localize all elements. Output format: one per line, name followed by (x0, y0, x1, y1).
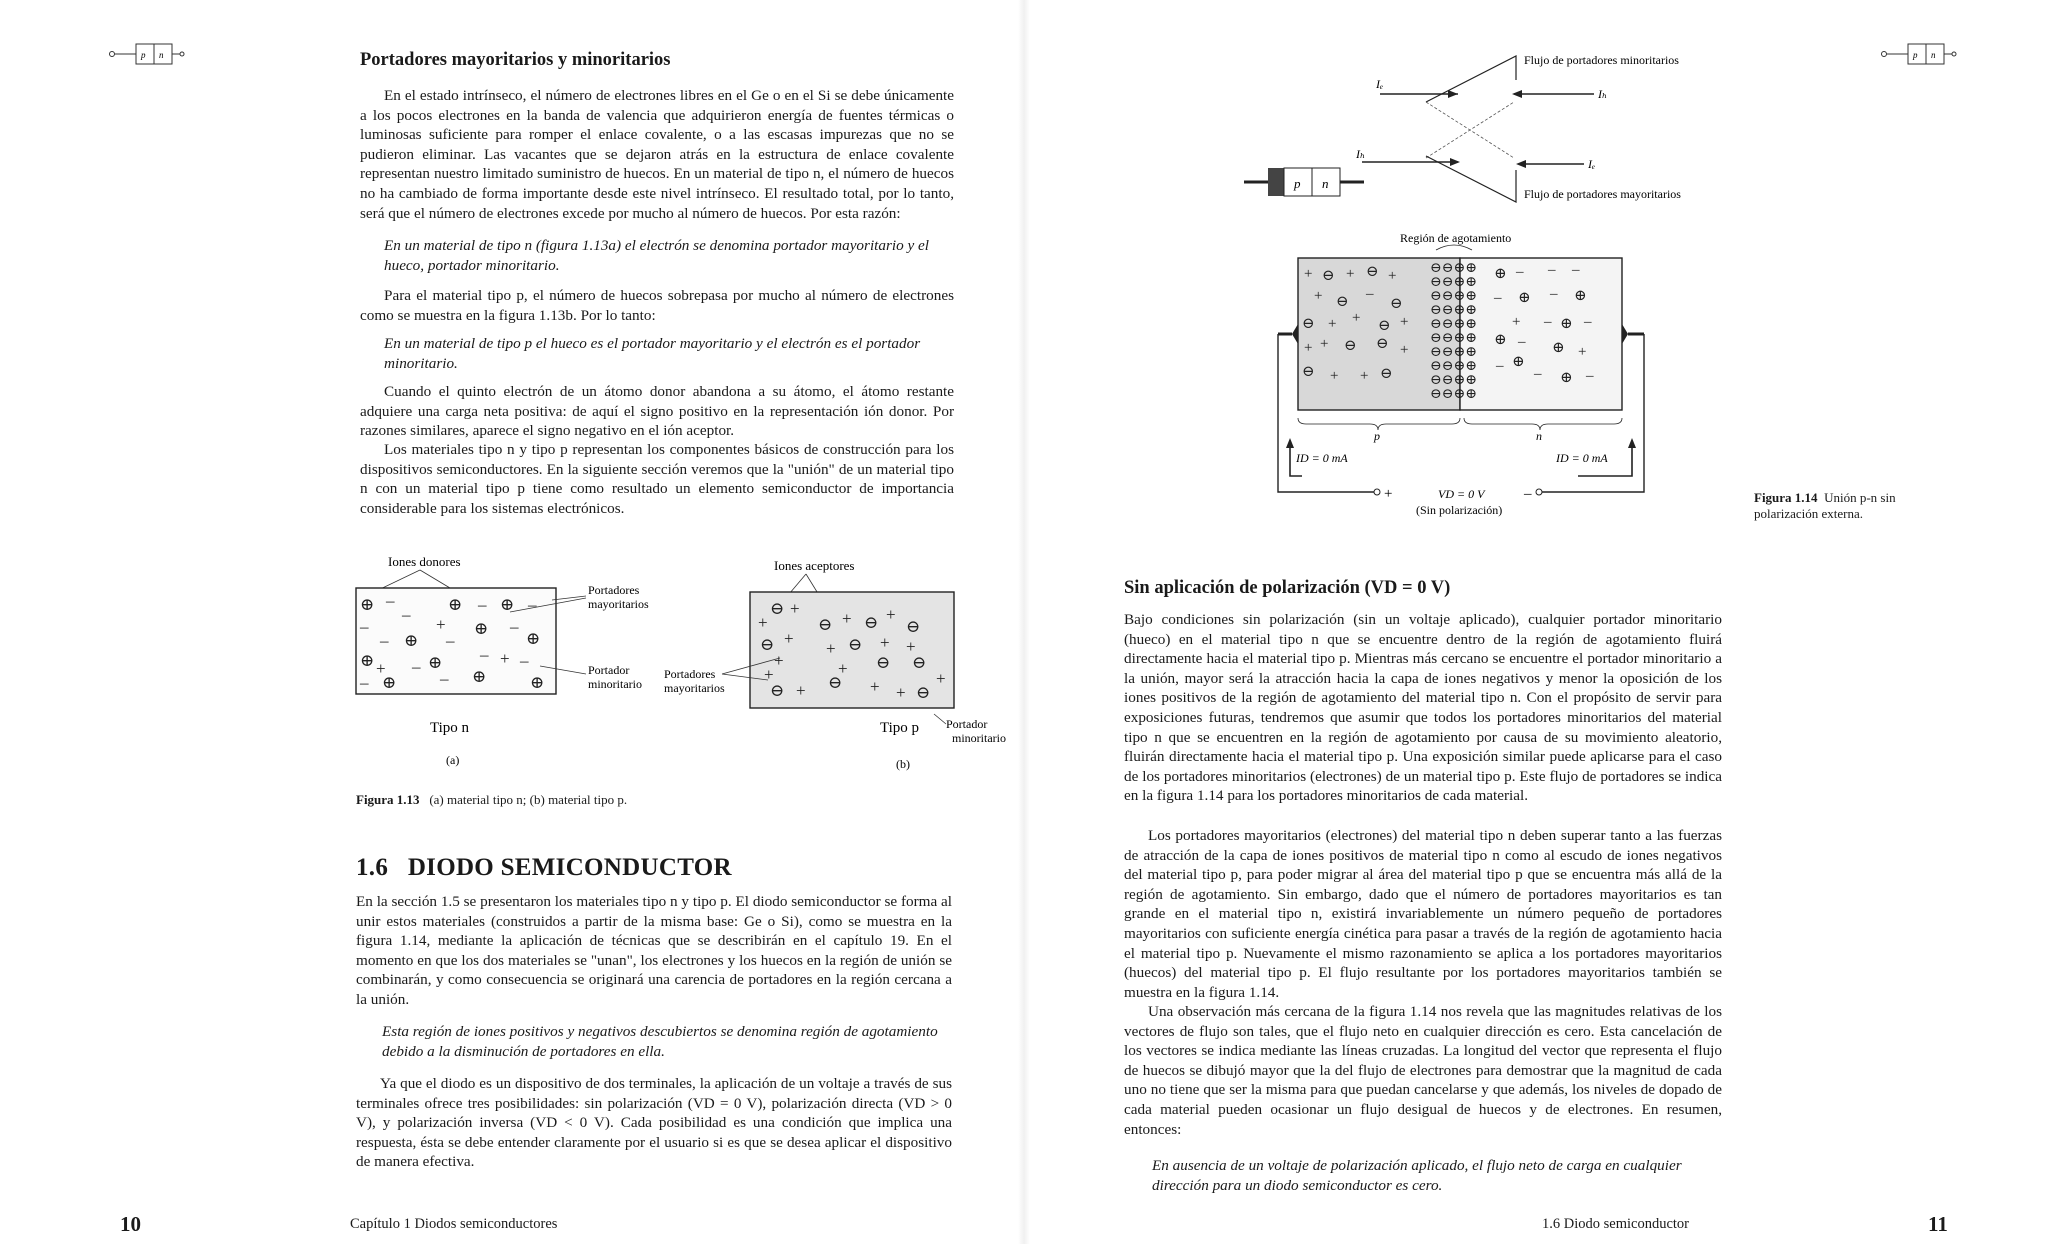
svg-text:+: + (1320, 336, 1329, 352)
chapter-title: DIODO SEMICONDUCTOR (407, 854, 732, 881)
svg-text:⊕: ⊕ (1494, 266, 1507, 282)
label-ie-bottom: Iₑ (1588, 157, 1596, 171)
svg-text:⊖⊖⊕⊕: ⊖⊖⊕⊕ (1430, 373, 1477, 388)
svg-text:–: – (380, 631, 389, 650)
svg-text:–: – (386, 591, 395, 610)
running-head: Capítulo 1 Diodos semiconductores (350, 1216, 558, 1232)
svg-text:+: + (838, 659, 848, 678)
chapter-number: 1.6 (356, 854, 389, 881)
subfigure-b: (b) (896, 757, 910, 771)
svg-text:⊖: ⊖ (770, 599, 785, 618)
page-number: 11 (1928, 1212, 1948, 1236)
svg-text:–: – (1534, 366, 1542, 382)
paragraph: Los materiales tipo n y tipo p representan los componentes básicos de construcción para los dispositivos semiconductores. En la siguiente sección veremos que la "unión" de un material tipo n con un material tipo p tiene como resultado un elemento semiconductor de importancia considerable para los sistemas electrónicos. (360, 441, 954, 517)
svg-text:+: + (906, 637, 916, 656)
svg-text:⊖: ⊖ (1302, 316, 1315, 332)
svg-text:⊖: ⊖ (1336, 294, 1349, 310)
type-a-label: Tipo n (430, 720, 470, 736)
region-n-label: n (1536, 429, 1542, 443)
svg-text:⊖⊖⊕⊕: ⊖⊖⊕⊕ (1430, 359, 1477, 374)
svg-text:⊕: ⊕ (428, 653, 443, 672)
caption-label: Figura 1.13 (356, 792, 420, 807)
svg-text:⊖: ⊖ (906, 617, 921, 636)
paragraph: Para el material tipo p, el número de huecos sobrepasa por mucho al número de electrones como se muestra en la figura 1.13b. Por lo tanto: (360, 287, 954, 324)
current-right: ID = 0 mA (1556, 451, 1608, 465)
svg-text:⊕: ⊕ (1552, 340, 1565, 356)
svg-text:–: – (440, 669, 449, 688)
svg-text:+: + (1578, 344, 1587, 360)
definition-quote: En ausencia de un voltaje de polarización aplicado, el flujo neto de carga en cualquier dirección para un diodo semiconductor es cero. (1152, 1157, 1682, 1194)
figure-1-13 (350, 548, 1006, 778)
chapter-heading (356, 854, 732, 882)
svg-text:p: p (1913, 50, 1918, 60)
svg-text:+: + (870, 677, 880, 696)
svg-text:–: – (360, 617, 369, 636)
svg-text:+: + (764, 665, 774, 684)
n-region (1460, 258, 1622, 410)
svg-text:–: – (412, 657, 421, 676)
paragraph: En el estado intrínseco, el número de electrones libres en el Ge o en el Si se debe únicamente a los pocos electrones en la banda de valencia que adquirieron energía de fuentes térmicas o luminosas suficiente para romper el enlace covalente, o a las escasas impurezas que no se pudieron eliminar. Las vacantes que se dejaron atrás en la estructura de enlace covalente representan nuestro limitado suministro de huecos. En un material de tipo n, el número de huecos no ha cambiado de forma importante desde este nivel intrínseco. El resultado total, por lo tanto, será que el número de electrones excede por mucho al número de huecos. Por esta razón: (360, 87, 954, 222)
svg-text:⊕: ⊕ (530, 673, 545, 692)
svg-text:–: – (1550, 286, 1558, 302)
svg-text:–: – (1544, 314, 1552, 330)
svg-text:⊖⊖⊕⊕: ⊖⊖⊕⊕ (1430, 261, 1477, 276)
svg-text:+: + (1304, 266, 1313, 282)
svg-text:–: – (480, 645, 489, 664)
section-title: Sin aplicación de polarización (VD = 0 V) (1124, 578, 1451, 598)
running-head: 1.6 Diodo semiconductor (1542, 1216, 1689, 1232)
svg-text:+: + (1512, 314, 1521, 330)
svg-text:⊕: ⊕ (474, 619, 489, 638)
svg-text:⊕: ⊕ (500, 595, 515, 614)
svg-text:+: + (1330, 368, 1339, 384)
svg-text:⊕: ⊕ (1494, 332, 1507, 348)
figure-1-13-caption (356, 792, 627, 808)
svg-text:⊕: ⊕ (382, 673, 397, 692)
svg-text:n: n (159, 50, 164, 60)
svg-text:⊖: ⊖ (912, 653, 927, 672)
svg-text:⊕: ⊕ (1574, 288, 1587, 304)
diode-margin-icon (1880, 40, 1956, 68)
svg-text:+: + (774, 651, 784, 670)
paragraph: Cuando el quinto electrón de un átomo donor abandona a su átomo, el átomo restante adquiere una carga neta positiva: de aquí el signo positivo en la representación ión donor. Por razones similares, aparece el signo negativo en el ión aceptor. (360, 383, 954, 440)
svg-text:⊖⊖⊕⊕: ⊖⊖⊕⊕ (1430, 317, 1477, 332)
svg-text:+: + (1314, 288, 1323, 304)
svg-text:⊕: ⊕ (448, 595, 463, 614)
svg-text:+: + (784, 629, 794, 648)
diode-margin-icon (108, 40, 184, 68)
svg-text:–: – (1586, 368, 1594, 384)
svg-text:⊖⊖⊕⊕: ⊖⊖⊕⊕ (1430, 275, 1477, 290)
section-title: Portadores mayoritarios y minoritarios (360, 50, 671, 70)
svg-text:+: + (1360, 368, 1369, 384)
svg-text:+: + (1346, 266, 1355, 282)
label-flow-majority: Flujo de portadores mayoritarios (1524, 187, 1681, 201)
definition-quote: En un material de tipo n (figura 1.13a) el electrón se denomina portador mayoritario y el hueco, portador minoritario. (384, 237, 929, 274)
plus-terminal: + (1384, 486, 1393, 502)
block-p: p (1294, 176, 1301, 191)
svg-text:⊖⊖⊕⊕: ⊖⊖⊕⊕ (1430, 387, 1477, 402)
figure-1-14-caption (1754, 490, 1914, 522)
svg-text:–: – (520, 651, 529, 670)
label-majority-b-2: mayoritarios (664, 681, 725, 695)
no-bias-label: (Sin polarización) (1416, 503, 1503, 517)
svg-text:–: – (1548, 262, 1556, 278)
svg-text:⊖: ⊖ (828, 673, 843, 692)
label-acceptors: Iones aceptores (774, 558, 855, 573)
svg-text:⊖: ⊖ (1380, 366, 1393, 382)
label-majority-b: Portadores (664, 667, 716, 681)
svg-text:–: – (1496, 358, 1504, 374)
svg-text:–: – (528, 595, 537, 614)
subfigure-a: (a) (446, 753, 460, 767)
svg-text:+: + (896, 683, 906, 702)
label-minority-a-2: minoritario (588, 677, 642, 691)
minus-terminal: – (1524, 486, 1532, 502)
svg-text:+: + (1388, 268, 1397, 284)
svg-text:–: – (478, 595, 487, 614)
svg-text:⊕: ⊕ (472, 667, 487, 686)
svg-text:⊖: ⊖ (818, 615, 833, 634)
svg-text:⊕: ⊕ (1518, 290, 1531, 306)
svg-text:⊖: ⊖ (760, 635, 775, 654)
svg-text:+: + (796, 681, 806, 700)
paragraph: Bajo condiciones sin polarización (sin un voltaje aplicado), cualquier portador minoritario (hueco) en el material tipo n que se encuentre dentro de la región de agotamiento fluirá directamente hacia el material tipo p. Mientras más cercano se encuentre el portador minoritario a la unión, mayor será la atracción hacia la capa de iones negativos y menor la oposición de los iones positivos de la región de agotamiento del material tipo n. Con el propósito de servir para exposiciones futuras, tendremos que asumir que todos los portadores minoritarios del material tipo n que se encuentren en la región de agotamiento por causa de su movimiento aleatorio, fluirán directamente hacia el material tipo p. Una exposición similar puede aplicarse para el caso de los portadores minoritarios (electrones) de un material tipo p. Este flujo de portadores se indica en la figura 1.14 para los portadores minoritarios de cada material. (1124, 611, 1722, 805)
svg-text:⊖: ⊖ (1302, 364, 1315, 380)
svg-text:–: – (402, 605, 411, 624)
svg-text:–: – (510, 617, 519, 636)
svg-text:⊖: ⊖ (1376, 336, 1389, 352)
depletion-region-label: Región de agotamiento (1400, 231, 1512, 245)
svg-text:⊖⊖⊕⊕: ⊖⊖⊕⊕ (1430, 331, 1477, 346)
block-n: n (1322, 176, 1329, 191)
svg-text:⊖: ⊖ (876, 653, 891, 672)
page-number: 10 (120, 1212, 141, 1236)
svg-text:–: – (360, 673, 369, 692)
svg-text:⊖⊖⊕⊕: ⊖⊖⊕⊕ (1430, 345, 1477, 360)
svg-text:⊖: ⊖ (1344, 338, 1357, 354)
svg-text:+: + (500, 649, 510, 668)
label-ie-top: Iₑ (1376, 77, 1384, 91)
svg-text:⊕: ⊕ (526, 629, 541, 648)
svg-text:–: – (1584, 314, 1592, 330)
label-minority-b-2: minoritario (952, 731, 1006, 745)
svg-text:n: n (1931, 50, 1936, 60)
svg-text:⊖: ⊖ (1378, 318, 1391, 334)
definition-quote: Esta región de iones positivos y negativos descubiertos se denomina región de agotamiento debido a la disminución de portadores en ella. (382, 1023, 938, 1060)
svg-text:+: + (758, 613, 768, 632)
svg-text:⊕: ⊕ (360, 651, 375, 670)
svg-text:–: – (446, 631, 455, 650)
svg-text:⊖: ⊖ (916, 683, 931, 702)
svg-text:–: – (1572, 262, 1580, 278)
svg-text:⊕: ⊕ (1560, 370, 1573, 386)
caption-label: Figura 1.14 (1754, 490, 1818, 505)
paragraph: En la sección 1.5 se presentaron los materiales tipo n y tipo p. El diodo semiconductor se forma al unir estos materiales (construidos a partir de la misma base: Ge o Si), como se muestra en la figura 1.14, mediante la aplicación de técnicas que se describirán en el capítulo 19. En el momento en que los dos materiales se "unan", los electrones y los huecos en la región de unión se combinarán, y como consecuencia se originará una carencia de portadores en la región cercana a la unión. (356, 893, 952, 1008)
label-majority-a-2: mayoritarios (588, 597, 649, 611)
svg-text:+: + (826, 639, 836, 658)
svg-text:+: + (436, 615, 446, 634)
svg-text:+: + (1400, 342, 1409, 358)
svg-text:+: + (880, 633, 890, 652)
svg-text:+: + (1328, 316, 1337, 332)
label-minority-a: Portador (588, 663, 630, 677)
svg-text:⊖⊖⊕⊕: ⊖⊖⊕⊕ (1430, 289, 1477, 304)
right-page (1024, 0, 2048, 1244)
svg-text:–: – (1516, 264, 1524, 280)
label-majority-a: Portadores (588, 583, 640, 597)
svg-text:⊖: ⊖ (1322, 268, 1335, 284)
label-donors: Iones donores (388, 554, 461, 569)
svg-text:+: + (1400, 314, 1409, 330)
label-ih-bottom: Iₕ (1356, 147, 1366, 161)
svg-text:⊕: ⊕ (1560, 316, 1573, 332)
svg-text:+: + (842, 609, 852, 628)
region-p-label: p (1374, 429, 1380, 443)
label-ih-top: Iₕ (1598, 87, 1608, 101)
svg-text:+: + (790, 599, 800, 618)
svg-text:+: + (1352, 310, 1361, 326)
paragraph: Los portadores mayoritarios (electrones) del material tipo n deben superar tanto a las fuerzas de atracción de la capa de iones positivos de material tipo n como al escudo de iones negativos del material tipo p, para poder migrar al área del material tipo p que se encuentra más allá de la región de agotamiento. Sin embargo, dado que el número de portadores mayoritarios es tan grande en el material tipo n, existirá invariablemente un número pequeño de portadores mayoritarios con suficiente energía cinética para pasar a través de la región de agotamiento hacia el material tipo p. Nuevamente el mismo razonamiento se aplica a los portadores mayoritarios (huecos) del material tipo p. El flujo resultante por los portadores mayoritarios también se muestra en la figura 1.14. (1124, 827, 1722, 1001)
svg-text:+: + (376, 659, 386, 678)
voltage-label: VD = 0 V (1438, 487, 1485, 501)
svg-text:⊕: ⊕ (360, 595, 375, 614)
svg-text:+: + (1304, 340, 1313, 356)
definition-quote: En un material de tipo p el hueco es el portador mayoritario y el electrón es el portador minoritario. (384, 335, 921, 372)
caption-text: (a) material tipo n; (b) material tipo p. (429, 792, 628, 807)
svg-text:⊖: ⊖ (864, 613, 879, 632)
svg-text:⊖: ⊖ (848, 635, 863, 654)
svg-text:–: – (1366, 286, 1374, 302)
paragraph: Ya que el diodo es un dispositivo de dos terminales, la aplicación de un voltaje a través de sus terminales ofrece tres posibilidades: sin polarización (VD = 0 V), polarización directa (VD > 0 V), y polarización inversa (VD < 0 V). Cada posibilidad es una condición que implica una respuesta, ésta se debe entender claramente por el usuario si es que se desea aplicar el dispositivo de manera efectiva. (356, 1075, 952, 1171)
current-left: ID = 0 mA (1296, 451, 1348, 465)
svg-text:p: p (141, 50, 146, 60)
svg-text:–: – (1494, 290, 1502, 306)
label-minority-b: Portador (946, 717, 988, 731)
svg-text:⊕: ⊕ (404, 631, 419, 650)
figure-1-14 (1194, 46, 1754, 526)
svg-text:⊖⊖⊕⊕: ⊖⊖⊕⊕ (1430, 303, 1477, 318)
caption-text: Unión p-n sin polarización externa. (1754, 490, 1896, 521)
svg-text:⊕: ⊕ (1512, 354, 1525, 370)
svg-text:+: + (886, 605, 896, 624)
label-flow-minority: Flujo de portadores minoritarios (1524, 53, 1679, 67)
type-b-label: Tipo p (880, 720, 920, 736)
svg-text:⊖: ⊖ (1366, 264, 1379, 280)
paragraph: Una observación más cercana de la figura 1.14 nos revela que las magnitudes relativas de los vectores de flujo son tales, que el flujo neto en cualquier dirección es cero. Esta cancelación de los vectores se indica mediante las líneas cruzadas. La longitud del vector que representa el flujo de huecos se dibujó mayor que la del flujo de electrones para demostrar que la magnitud de cada uno no tiene que ser la misma para que puedan cancelarse y que además, los niveles de dopado de cada material pueden ocasionar un flujo desigual de huecos y de electrones. En resumen, entonces: (1124, 1003, 1722, 1138)
svg-text:⊖: ⊖ (1390, 296, 1403, 312)
svg-text:+: + (936, 669, 946, 688)
svg-text:⊖: ⊖ (770, 681, 785, 700)
svg-text:–: – (1518, 334, 1526, 350)
